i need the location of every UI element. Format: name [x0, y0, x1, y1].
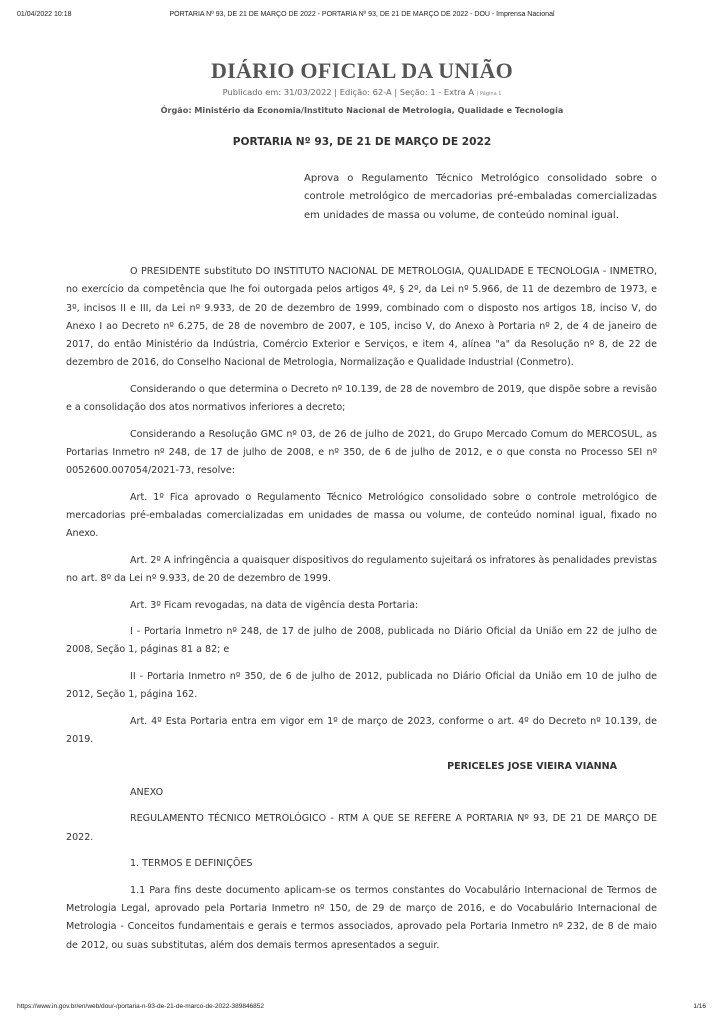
article-4: Art. 4º Esta Portaria entra em vigor em 1º de março de 2023, conforme o art. 4º do Decreto nº 10.139, de 2019. [66, 715, 657, 746]
article-3-item-1: I - Portaria Inmetro nº 248, de 17 de julho de 2008, publicada no Diário Oficial da União em 22 de julho de 2008, Seção 1, páginas 81 a 82; e [66, 626, 657, 656]
article-3: Art. 3º Ficam revogadas, na data de vigência desta Portaria: [130, 599, 419, 611]
article-2: Art. 2º A infringência a quaisquer dispositivos do regulamento sujeitará os infratores às penalidades previstas no art. 8º da Lei nº 9.933, de 20 de dezembro de 1999. [66, 554, 657, 585]
print-timestamp: 01/04/2022 10:18 [17, 11, 72, 18]
page-label: | Página 1 [476, 91, 502, 97]
issuing-organ: Órgão: Ministério da Economia/Instituto Nacional de Metrologia, Qualidade e Tecnologia [160, 105, 564, 115]
annex-heading: ANEXO [130, 787, 164, 798]
article-3-item-2: II - Portaria Inmetro nº 350, de 6 de julho de 2012, publicada no Diário Oficial da União em 10 de julho de 2012, Seção 1, página 162. [66, 670, 657, 701]
section-heading: 1. TERMOS E DEFINIÇÕES [130, 858, 253, 870]
page-url: https://www.in.gov.br/en/web/dou/-/portaria-n-93-de-21-de-marco-de-2022-389846852 [17, 1003, 265, 1010]
considering-paragraph-2: Considerando a Resolução GMC nº 03, de 26 de julho de 2021, do Grupo Mercado Comum do MERCOSUL, as Portarias Inmetro nº 248, de 17 de julho de 2008, e nº 350, de 6 de julho de 2012, e o que consta no Processo SEI nº 0052600.007054/2021-73, resolve: [66, 428, 657, 477]
document-title: PORTARIA Nº 93, DE 21 DE MARÇO DE 2022 [232, 136, 492, 148]
print-header [0, 11, 724, 23]
print-footer [0, 1003, 724, 1015]
article-1: Art. 1º Fica aprovado o Regulamento Técnico Metrológico consolidado sobre o controle metrológico de mercadorias pré-embaladas comercializadas em unidades de massa ou volume, de conteúdo nominal igual, fixado no Anexo. [66, 491, 657, 540]
annex-title: REGULAMENTO TÉCNICO METROLÓGICO - RTM A QUE SE REFERE A PORTARIA Nº 93, DE 21 DE MARÇO DE 2022. [66, 813, 657, 843]
considering-paragraph-1: Considerando o que determina o Decreto nº 10.139, de 28 de novembro de 2019, que dispõe sobre a revisão e a consolidação dos atos normativos inferiores a decreto; [66, 383, 657, 414]
page-number: 1/16 [693, 1003, 706, 1010]
document-body [66, 263, 657, 963]
print-page-title: PORTARIA Nº 93, DE 21 DE MARÇO DE 2022 - PORTARIA Nº 93, DE 21 DE MARÇO DE 2022 - DOU - Imprensa Nacional [169, 11, 555, 18]
publication-details: Publicado em: 31/03/2022 | Edição: 62-A | Seção: 1 - Extra A [222, 87, 475, 97]
preamble-paragraph: O PRESIDENTE substituto DO INSTITUTO NACIONAL DE METROLOGIA, QUALIDADE E TECNOLOGIA - INMETRO, no exercício da competência que lhe foi outorgada pelos artigos 4º, § 2º, da Lei nº 5.966, de 11 de dezembro de 1973, e 3º, incisos II e III, da Lei nº 9.933, de 20 de dezembro de 1999, combinado com o disposto nos artigos 18, inciso V, do Anexo I ao Decreto nº 6.275, de 28 de novembro de 2007, e 105, inciso V, do Anexo à Portaria nº 2, de 4 de janeiro de 2017, do então Ministério da Indústria, Comércio Exterior e Serviços, e item 4, alínea "a" da Resolução nº 8, de 22 de dezembro de 2016, do Conselho Nacional de Metrologia, Normalização e Qualidade Industrial (Conmetro). [66, 266, 657, 369]
ementa: Aprova o Regulamento Técnico Metrológico consolidado sobre o controle metrológico de mercadorias pré-embaladas comercializadas em unidades de massa ou volume, de conteúdo nominal igual. [304, 173, 657, 221]
section-1-1: 1.1 Para fins deste documento aplicam-se os termos constantes do Vocabulário Internacional de Termos de Metrologia Legal, aprovado pela Portaria Inmetro nº 150, de 29 de março de 2016, e do Vocabulário Internacional de Metrologia - Conceitos fundamentais e gerais e termos associados, aprovado pela Portaria Inmetro nº 232, de 8 de maio de 2012, ou suas substitutas, além dos demais termos apresentados a seguir. [66, 884, 657, 951]
signer-name: PERICELES JOSE VIEIRA VIANNA [447, 760, 617, 772]
publication-title: DIÁRIO OFICIAL DA UNIÃO [210, 58, 514, 83]
masthead [0, 58, 724, 116]
publication-info [0, 87, 724, 100]
